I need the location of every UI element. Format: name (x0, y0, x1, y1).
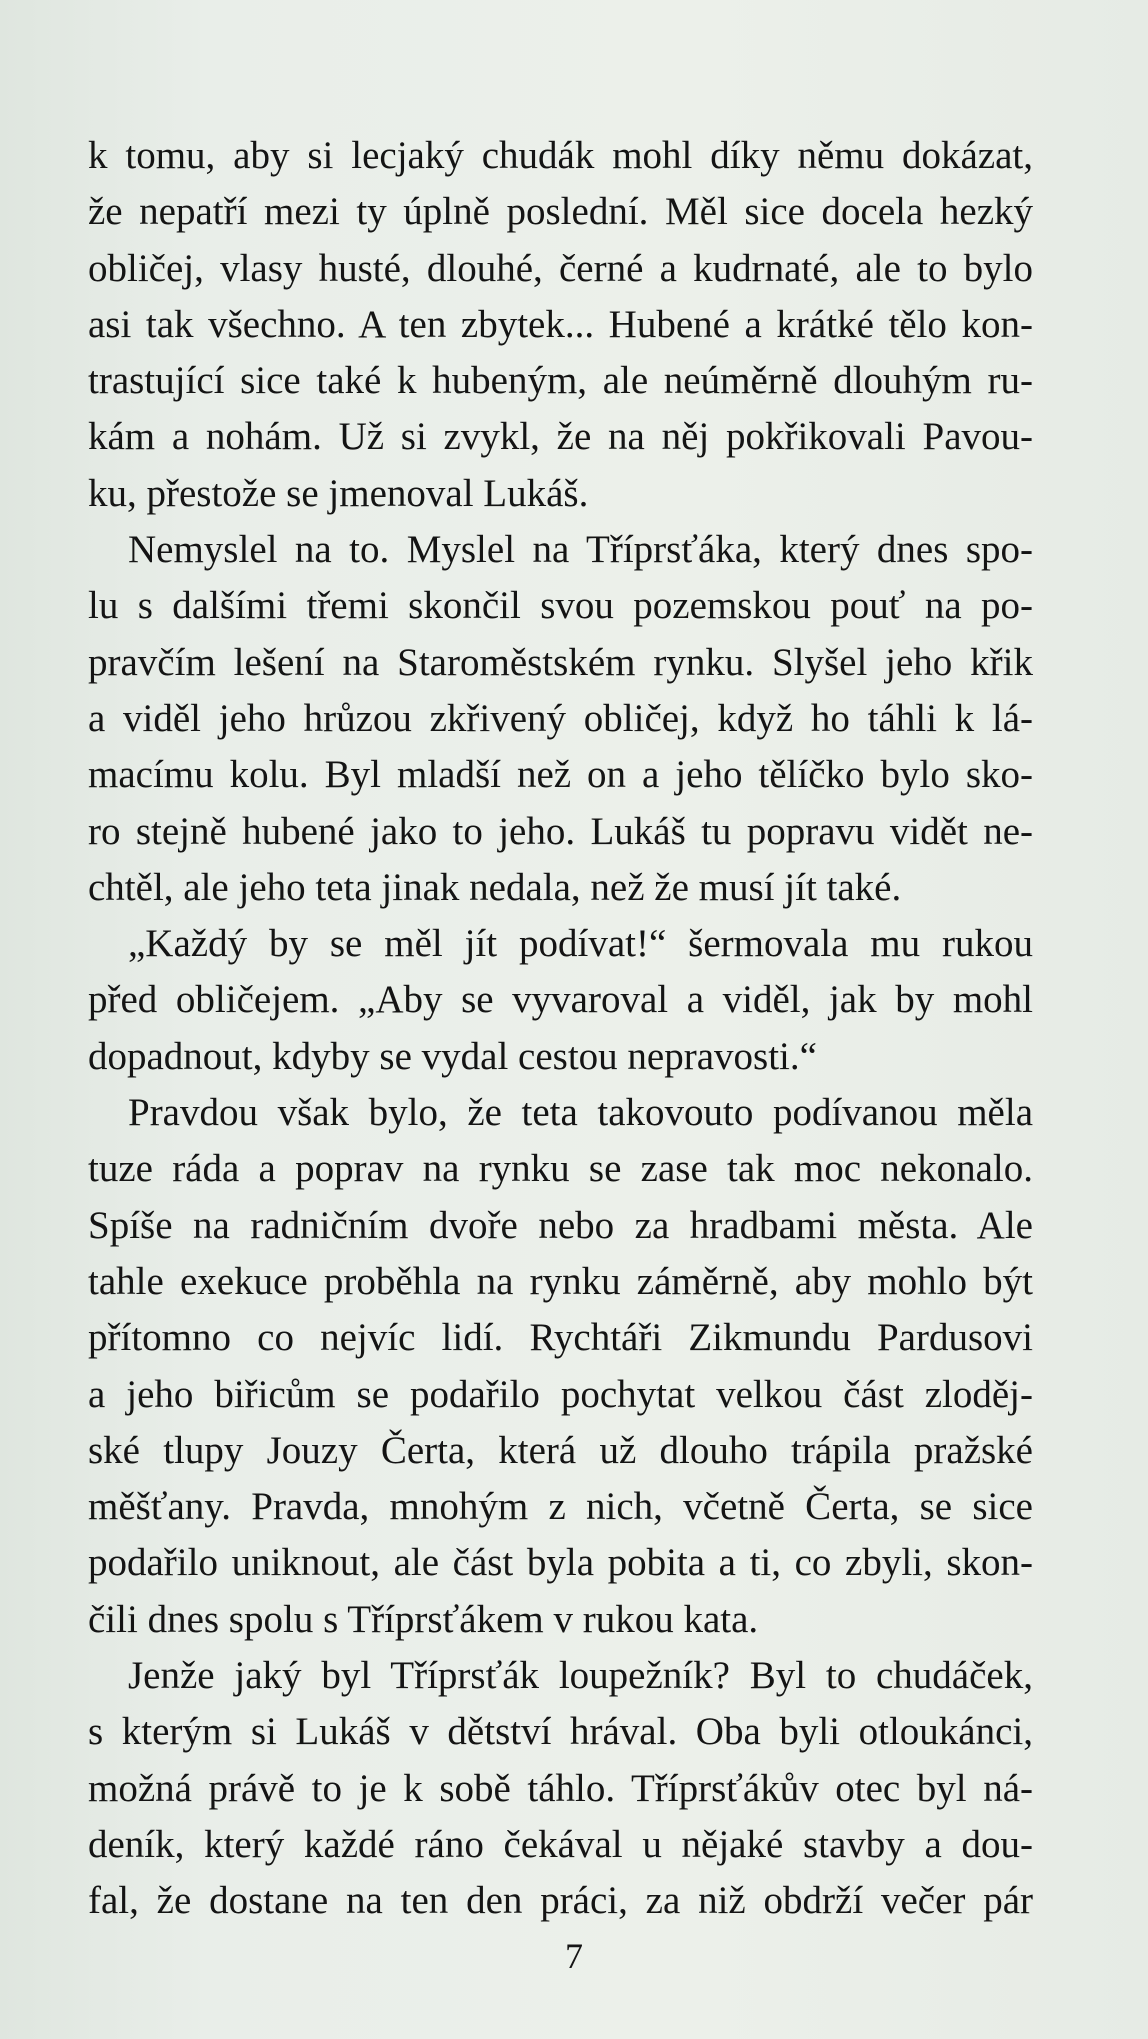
text-line: a jeho biřicům se podařilo pochytat velkou část zloděj- (88, 1372, 1033, 1416)
text-line: kám a nohám. Už si zvykl, že na něj pokřikovali Pavou- (88, 415, 1033, 459)
text-line: a viděl jeho hrůzou zkřivený obličej, když ho táhli k lá- (88, 696, 1033, 740)
text-line: lu s dalšími třemi skončil svou pozemskou pouť na po- (88, 584, 1033, 628)
text-line: Jenže jaký byl Tříprsťák loupežník? Byl to chudáček, (128, 1654, 1033, 1698)
text-line: přítomno co nejvíc lidí. Rychtáři Zikmundu Pardusovi (88, 1316, 1033, 1360)
text-line: měšťany. Pravda, mnohým z nich, včetně Čerta, se sice (88, 1485, 1033, 1529)
text-line: že nepatří mezi ty úplně poslední. Měl sice docela hezký (88, 190, 1033, 234)
text-line: možná právě to je k sobě táhlo. Tříprsťákův otec byl ná- (88, 1766, 1033, 1810)
text-line: podařilo uniknout, ale část byla pobita a ti, co zbyli, skon- (88, 1541, 1033, 1585)
text-line: před obličejem. „Aby se vyvaroval a viděl, jak by mohl (88, 978, 1033, 1022)
text-line: dopadnout, kdyby se vydal cestou nepravosti.“ (88, 1034, 817, 1078)
text-line: asi tak všechno. A ten zbytek... Hubené a krátké tělo kon- (88, 302, 1033, 346)
text-line: deník, který každé ráno čekával u nějaké stavby a dou- (88, 1822, 1033, 1866)
text-line: macímu kolu. Byl mladší než on a jeho tělíčko bylo sko- (88, 753, 1033, 797)
text-line: čili dnes spolu s Tříprsťákem v rukou kata. (88, 1597, 759, 1641)
text-line: tuze ráda a poprav na rynku se zase tak moc nekonalo. (88, 1147, 1033, 1191)
page-number: 7 (565, 1936, 583, 1976)
text-line: trastující sice také k hubeným, ale neúměrně dlouhým ru- (88, 359, 1033, 403)
text-line: tahle exekuce proběhla na rynku záměrně, aby mohlo být (88, 1259, 1033, 1303)
text-line: Spíše na radničním dvoře nebo za hradbami města. Ale (88, 1203, 1033, 1247)
text-line: ské tlupy Jouzy Čerta, která už dlouho trápila pražské (88, 1428, 1033, 1472)
text-line: „Každý by se měl jít podívat!“ šermovala mu rukou (128, 922, 1033, 966)
text-line: s kterým si Lukáš v dětství hrával. Oba byli otloukánci, (88, 1710, 1033, 1754)
text-line: fal, že dostane na ten den práci, za niž obdrží večer pár (88, 1879, 1033, 1923)
body-text (88, 128, 1033, 1930)
text-line: obličej, vlasy husté, dlouhé, černé a kudrnaté, ale to bylo (88, 246, 1033, 290)
text-line: k tomu, aby si lecjaký chudák mohl díky němu dokázat, (88, 134, 1033, 177)
text-line: ro stejně hubené jako to jeho. Lukáš tu popravu vidět ne- (88, 809, 1033, 853)
text-line: Pravdou však bylo, že teta takovouto podívanou měla (128, 1091, 1033, 1135)
text-line: Nemyslel na to. Myslel na Tříprsťáka, který dnes spo- (128, 528, 1033, 572)
text-line: chtěl, ale jeho teta jinak nedala, než že musí jít také. (88, 865, 902, 909)
text-line: pravčím lešení na Staroměstském rynku. Slyšel jeho křik (88, 640, 1033, 684)
text-line: ku, přestože se jmenoval Lukáš. (88, 471, 589, 515)
